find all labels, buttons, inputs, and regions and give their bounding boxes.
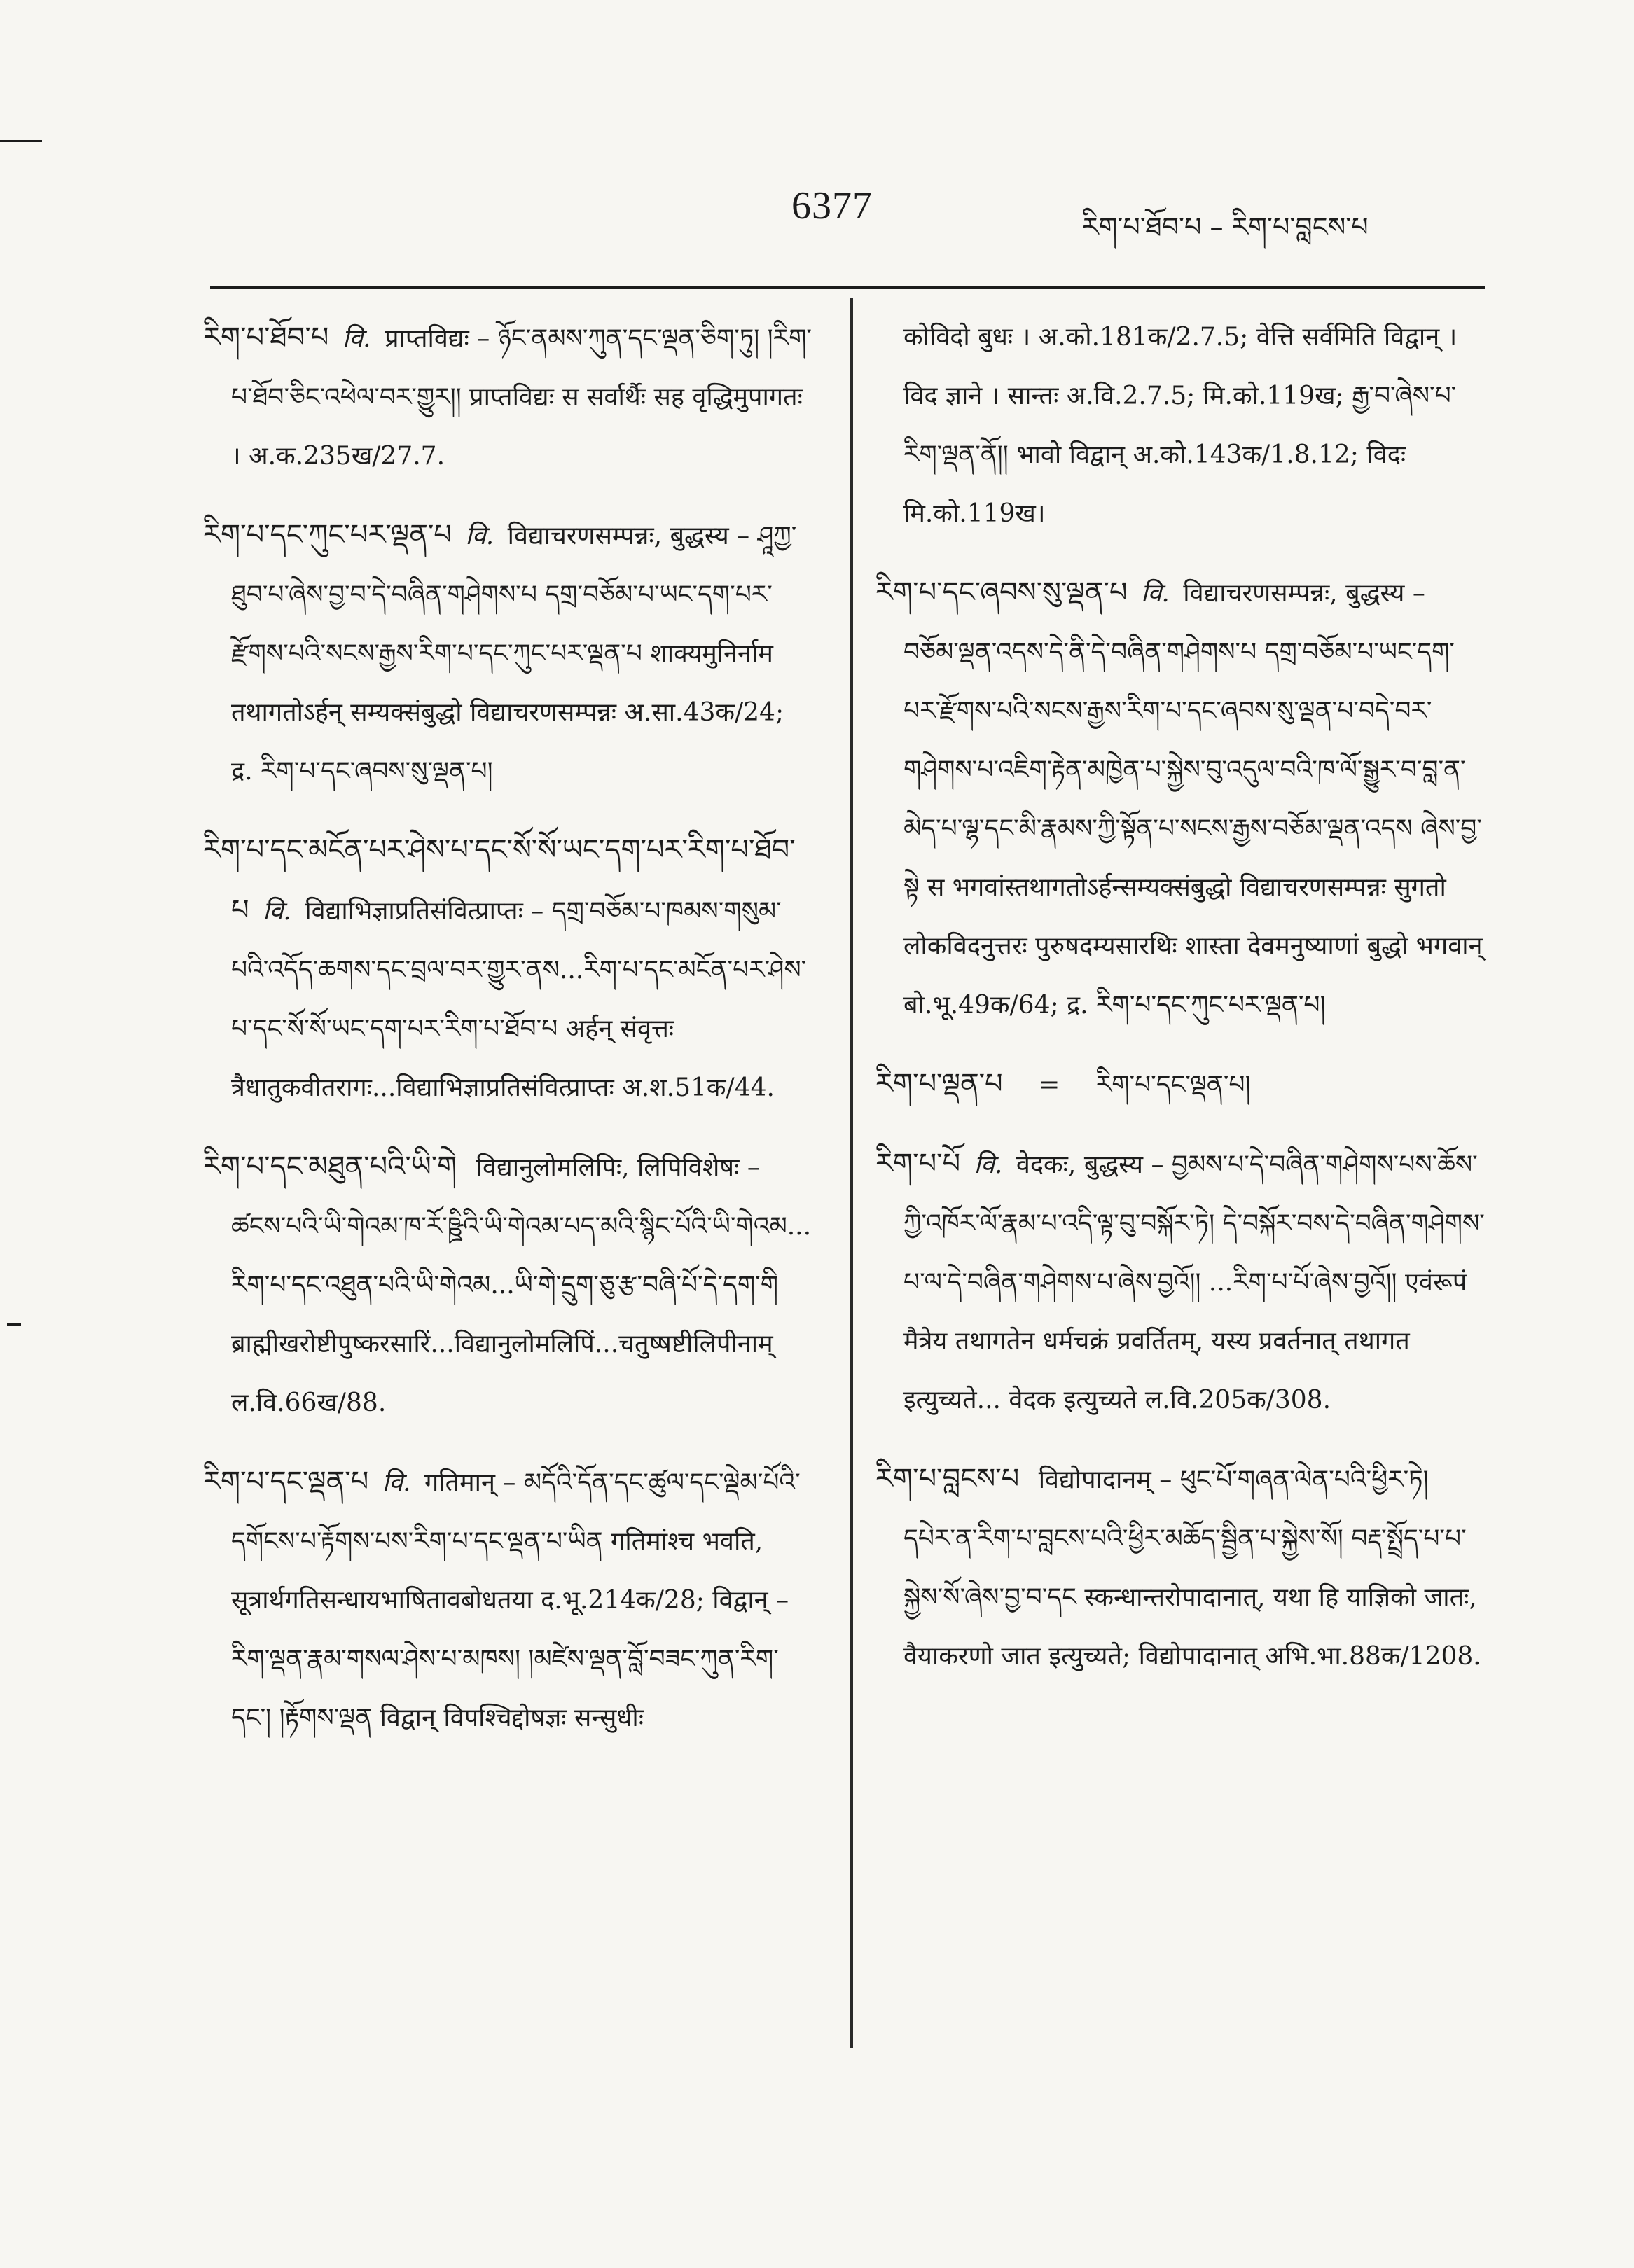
equals-sign: =	[1039, 1071, 1060, 1099]
grammar-tag: वि.	[342, 324, 371, 353]
left-column	[203, 308, 812, 1767]
entry-headword: རིག་པ་པོ	[875, 1148, 961, 1180]
entry-body: विद्यानुलोमलिपिः, लिपिविशेषः – ཚངས་པའི་ཡི་གེའམ་ཁ་རོ་ཥྛིའི་ཡི་གེའམ་པད་མའི་སྙིང་པོའི་ཡི་གེའམ... རིག་པ་དང་འཐུན་པའི་ཡི་གེའམ...ཡི་གེ་དྲུག་ཅུ་རྩ་བཞི་པོ་དེ་དག་གི ब्राह्मीखरोष्टीपुष्करसारिं...विद्यानुलोमलिपिं...चतुष्षष्टीलिपीनाम् ल.वि.66ख/88.	[231, 1153, 812, 1417]
grammar-tag: वि.	[974, 1150, 1003, 1179]
dictionary-entry	[875, 1055, 1485, 1115]
scan-mark-2	[7, 1323, 21, 1326]
entry-headword: རིག་པ་ལྡན་པ	[875, 1068, 1003, 1100]
dictionary-entry	[203, 308, 812, 486]
page-number: 6377	[791, 184, 873, 228]
entry-headword: རིག་པ་དང་མཐུན་པའི་ཡི་གེ	[203, 1150, 457, 1183]
entry-headword: རིག་པ་དང་ལྡན་པ	[203, 1466, 369, 1498]
entry-headword: རིག་པ་བླངས་པ	[875, 1463, 1020, 1495]
grammar-tag: वि.	[465, 522, 494, 550]
top-rule	[210, 286, 1485, 289]
dictionary-entry-continuation	[875, 308, 1485, 543]
entry-body: རིག་པ་དང་ལྡན་པ།	[1095, 1071, 1251, 1099]
column-divider	[850, 298, 853, 2048]
entry-body: वेदकः, बुद्धस्य – བྱམས་པ་དེ་བཞིན་གཤེགས་པས་ཆོས་ཀྱི་འཁོར་ལོ་རྣམ་པ་འདི་ལྟ་བུ་བསྐོར་ཏེ། དེ་བསྐོར་བས་དེ་བཞིན་གཤེགས་པ་ལ་དེ་བཞིན་གཤེགས་པ་ཞེས་བྱའོ།། ...རིག་པ་པོ་ཞེས་བྱའོ།། एवंरूपं मैत्रेय तथागतेन धर्मचक्रं प्रवर्तितम्, यस्य प्रवर्तनात् तथागत इत्युच्यते... वेदक इत्युच्यते ल.वि.205क/308.	[903, 1150, 1485, 1414]
entry-headword: རིག་པ་ཐོབ་པ	[203, 321, 329, 354]
entry-headword: རིག་པ་དང་ཞབས་སུ་ལྡན་པ	[875, 576, 1128, 608]
entry-headword: རིག་པ་དང་མངོན་པར་ཤེས་པ་དང་སོ་སོ་ཡང་དག་པར་རིག་པ་ཐོབ་པ	[203, 834, 796, 926]
grammar-tag: वि.	[263, 897, 291, 926]
dictionary-entry	[875, 563, 1485, 1035]
dictionary-entry	[203, 1137, 812, 1433]
entry-body: विद्याचरणसम्पन्नः, बुद्धस्य – བཅོམ་ལྡན་འདས་དེ་ནི་དེ་བཞིན་གཤེགས་པ དགྲ་བཅོམ་པ་ཡང་དག་པར་རྫོགས་པའི་སངས་རྒྱས་རིག་པ་དང་ཞབས་སུ་ལྡན་པ་བདེ་བར་གཤེགས་པ་འཇིག་རྟེན་མཁྱེན་པ་སྐྱེས་བུ་འདུལ་བའི་ཁ་ལོ་སྒྱུར་བ་བླ་ན་མེད་པ་ལྷ་དང་མི་རྣམས་ཀྱི་སྟོན་པ་སངས་རྒྱས་བཅོམ་ལྡན་འདས ཞེས་བྱ་སྟེ स भगवांस्तथागतोऽर्हन्सम्यक्संबुद्धो विद्याचरणसम्पन्नः सुगतो लोकविदनुत्तरः पुरुषदम्यसारथिः शास्ता देवमनुष्याणां बुद्धो भगवान् बो.भू.49क/64; द्र. རིག་པ་དང་ཀུང་པར་ལྡན་པ།	[903, 579, 1483, 1020]
dictionary-entry	[875, 1134, 1485, 1430]
grammar-tag: वि.	[382, 1468, 411, 1497]
running-head: རིག་པ་ཐོབ་པ – རིག་པ་བླངས་པ	[1082, 211, 1369, 242]
entry-body: कोविदो बुधः । अ.को.181क/2.7.5; वेत्ति सर्वमिति विद्वान् । विद ज्ञाने । सान्तः अ.वि.2.7.5; मि.को.119ख; རྒྱ་བ་ཞེས་པ་རིག་ལྡན་ནོ།། भावो विद्वान् अ.को.143क/1.8.12; विदः मि.को.119ख।	[903, 323, 1458, 528]
entry-body: विद्याभिज्ञाप्रतिसंवित्प्राप्तः – དགྲ་བཅོམ་པ་ཁམས་གསུམ་པའི་འདོད་ཆགས་དང་བྲལ་བར་གྱུར་ནས...རིག་པ་དང་མངོན་པར་ཤེས་པ་དང་སོ་སོ་ཡང་དག་པར་རིག་པ་ཐོབ་པ अर्हन् संवृत्तः त्रैधातुकवीतरागः...विद्याभिज्ञाप्रतिसंवित्प्राप्तः अ.श.51क/44.	[231, 897, 807, 1102]
dictionary-entry	[203, 821, 812, 1118]
grammar-tag: वि.	[1141, 579, 1170, 608]
entry-headword: རིག་པ་དང་ཀུང་པར་ལྡན་པ	[203, 519, 452, 551]
entry-body: विद्याचरणसम्पन्नः, बुद्धस्य – ཤཱཀྱ་ཐུབ་པ་ཞེས་བྱ་བ་དེ་བཞིན་གཤེགས་པ དགྲ་བཅོམ་པ་ཡང་དག་པར་རྫོགས་པའི་སངས་རྒྱས་རིག་པ་དང་ཀུང་པར་ལྡན་པ शाक्यमुनिर्नाम तथागतोऽर्हन् सम्यक्संबुद्धो विद्याचरणसम्पन्नः अ.सा.43क/24; द्र. རིག་པ་དང་ཞབས་སུ་ལྡན་པ།	[231, 522, 797, 786]
entry-body: गतिमान् – མདོའི་དོན་དང་ཚུལ་དང་ལྡེམ་པོའི་དགོངས་པ་རྟོགས་པས་རིག་པ་དང་ལྡན་པ་ཡིན गतिमांश्च भवति, सूत्रार्थगतिसन्धायभाषितावबोधतया द.भू.214क/28; विद्वान् – རིག་ལྡན་རྣམ་གསལ་ཤེས་པ་མཁས། །མཛེས་ལྡན་བློ་བཟང་ཀུན་རིག་དང་། །རྟོགས་ལྡན विद्वान् विपश्चिद्दोषज्ञः सन्सुधीः	[231, 1468, 801, 1732]
dictionary-entry	[875, 1449, 1485, 1686]
dictionary-entry	[203, 506, 812, 801]
right-column	[875, 308, 1485, 1706]
entry-body: प्राप्तविद्यः – ཉོང་ནམས་ཀུན་དང་ལྡན་ཅིག་ཏུ། །རིག་པ་ཐོབ་ཅིང་འཕེལ་བར་གྱུར།། प्राप्तविद्यः स सर्वार्थैः सह वृद्धिमुपागतः । अ.क.235ख/27.7.	[231, 324, 812, 471]
entry-body: विद्योपादानम् – ཕུང་པོ་གཞན་ལེན་པའི་ཕྱིར་ཏེ། དཔེར་ན་རིག་པ་བླངས་པའི་ཕྱིར་མཆོད་སྦྱིན་པ་སྐྱེས་སོ། བརྡ་སྤྲོད་པ་པ་སྐྱེས་སོ་ཞེས་བྱ་བ་དང स्कन्धान्तरोपादानात्, यथा हि याज्ञिको जातः, वैयाकरणो जात इत्युच्यते; विद्योपादानात् अभि.भा.88क/1208.	[903, 1466, 1481, 1671]
dictionary-entry	[203, 1452, 812, 1748]
scan-mark-1	[0, 140, 42, 142]
